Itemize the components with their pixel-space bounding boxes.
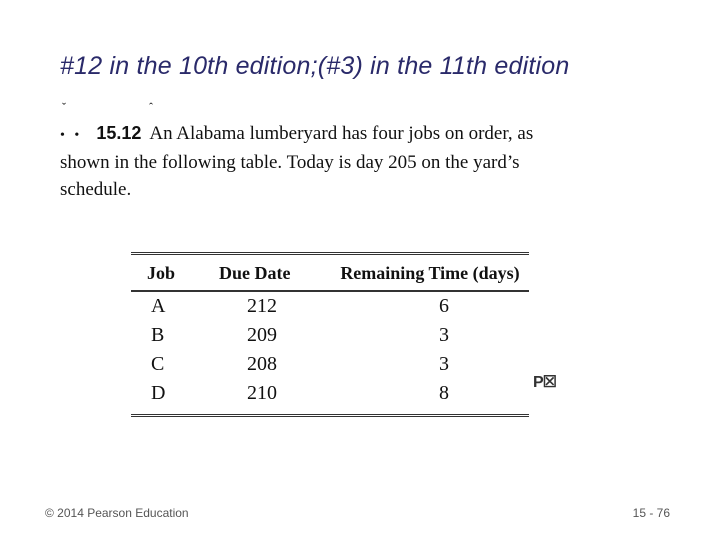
problem-line-3: schedule. xyxy=(60,179,132,200)
slide-title: #12 in the 10th edition;(#3) in the 11th edition xyxy=(60,52,570,80)
table-row xyxy=(131,379,529,408)
cell-remaining: 6 xyxy=(439,295,449,317)
problem-number: 15.12 xyxy=(96,123,142,143)
table-row xyxy=(131,321,529,350)
page-stamp-glyph: P☒ xyxy=(533,374,557,391)
cell-due-date: 212 xyxy=(247,295,277,317)
table-bottom-rule xyxy=(131,414,529,417)
cell-remaining: 3 xyxy=(439,324,449,346)
cell-remaining: 3 xyxy=(439,353,449,375)
table-header-row xyxy=(131,255,529,290)
table-row xyxy=(131,292,529,321)
problem-line-2: shown in the following table. Today is day 205 on the yard’s xyxy=(60,152,520,173)
copyright-footer: © 2014 Pearson Education xyxy=(45,506,189,520)
cell-job: C xyxy=(151,353,165,375)
problem-text xyxy=(60,120,600,203)
header-job: Job xyxy=(147,263,176,283)
cell-job: D xyxy=(151,382,166,404)
cell-remaining: 8 xyxy=(439,382,449,404)
cell-job: B xyxy=(151,324,165,346)
cell-due-date: 208 xyxy=(247,353,277,375)
header-remaining-time: Remaining Time (days) xyxy=(340,263,520,283)
problem-line-1: An Alabama lumberyard has four jobs on order, as xyxy=(149,123,534,144)
problem-scan xyxy=(60,100,600,203)
cell-due-date: 209 xyxy=(247,324,277,346)
page-number: 15 - 76 xyxy=(632,506,670,520)
problem-bullets: • • xyxy=(60,128,83,143)
jobs-table xyxy=(131,252,529,417)
cell-job: A xyxy=(151,295,166,317)
cell-due-date: 210 xyxy=(247,382,277,404)
scan-marks: ˇ ˆ xyxy=(62,100,193,114)
header-due-date: Due Date xyxy=(219,263,291,283)
table-row xyxy=(131,350,529,379)
